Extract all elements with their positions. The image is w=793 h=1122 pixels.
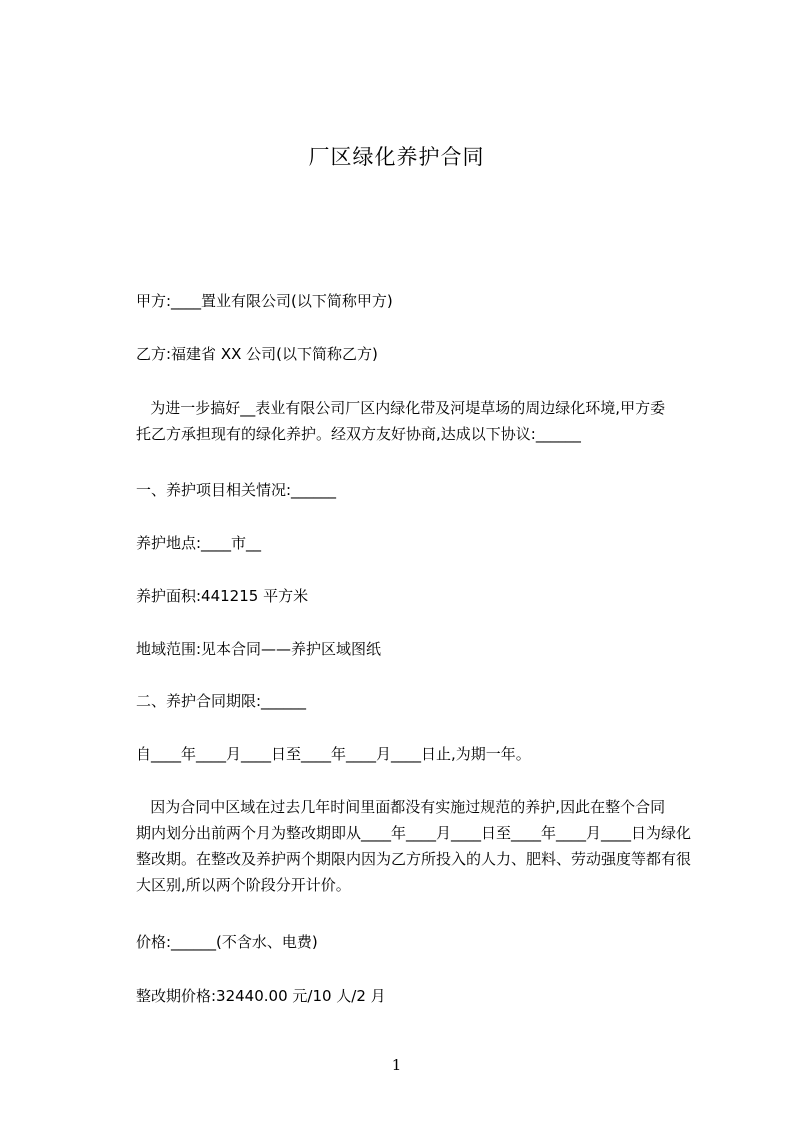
- reason-line-3: 整改期。在整改及养护两个期限内因为乙方所投入的人力、肥料、劳动强度等都有很: [136, 850, 692, 868]
- price-line: 价格:______(不含水、电费): [136, 933, 318, 951]
- intro-line-1: 为进一步搞好__表业有限公司厂区内绿化带及河堤草场的周边绿化环境,甲方委: [136, 399, 666, 417]
- party-a-line: 甲方:____置业有限公司(以下简称甲方): [136, 292, 393, 310]
- maintenance-area: 养护面积:441215 平方米: [136, 587, 309, 605]
- maintenance-location: 养护地点:____市__: [136, 534, 262, 552]
- reason-line-4: 大区别,所以两个阶段分开计价。: [136, 876, 351, 894]
- document-title: 厂区绿化养护合同: [308, 145, 485, 169]
- intro-paragraph: [136, 395, 696, 447]
- section-1-heading: 一、养护项目相关情况:______: [136, 481, 337, 499]
- intro-line-2: 托乙方承担现有的绿化养护。经双方友好协商,达成以下协议:______: [136, 425, 581, 443]
- page-number: 1: [391, 1056, 402, 1074]
- rectification-price-line: 整改期价格:32440.00 元/10 人/2 月: [136, 987, 386, 1005]
- reason-paragraph: [136, 794, 696, 898]
- contract-term: 自____年____月____日至____年____月____日止,为期一年。: [136, 745, 531, 763]
- party-b-line: 乙方:福建省 XX 公司(以下简称乙方): [136, 345, 378, 363]
- section-2-heading: 二、养护合同期限:______: [136, 692, 307, 710]
- reason-line-2: 期内划分出前两个月为整改期即从____年____月____日至____年____月____日为绿化: [136, 824, 692, 842]
- reason-line-1: 因为合同中区域在过去几年时间里面都没有实施过规范的养护,因此在整个合同: [136, 798, 666, 816]
- maintenance-scope: 地域范围:见本合同——养护区域图纸: [136, 640, 382, 658]
